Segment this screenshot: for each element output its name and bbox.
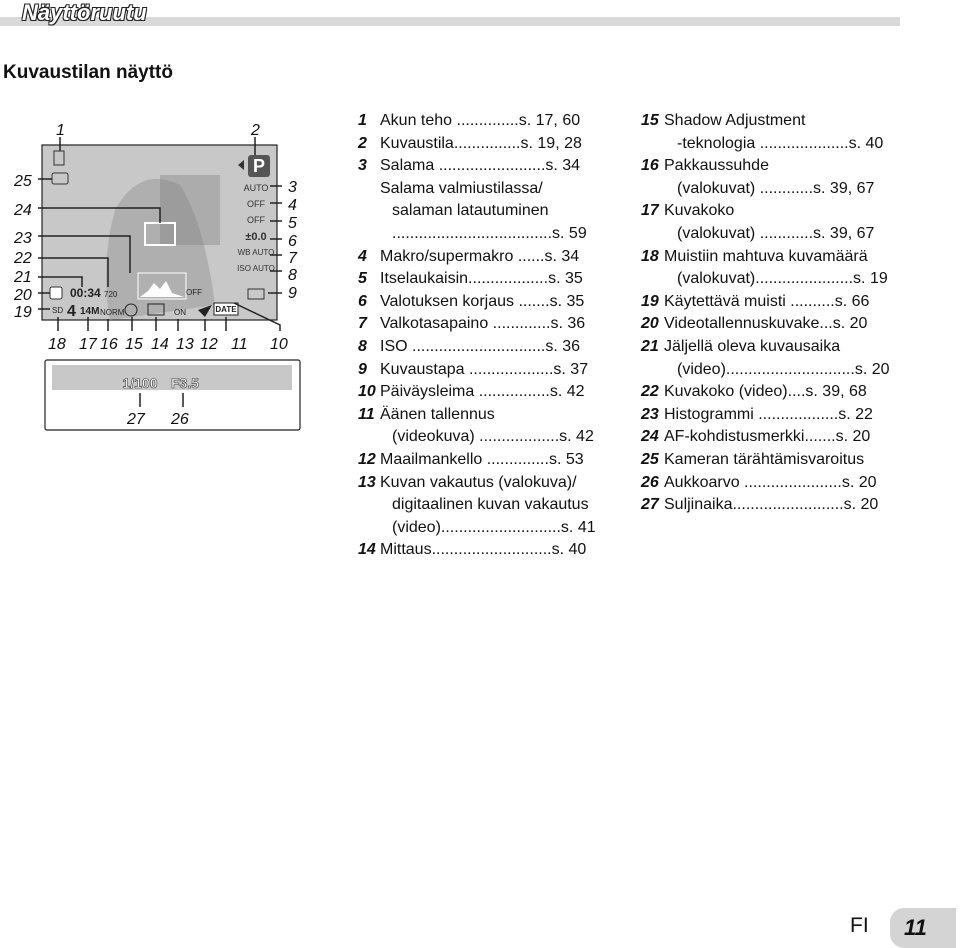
callout-26: 26 — [171, 411, 189, 428]
legend-text: (valokuvat) ............s. 39, 67 — [677, 224, 875, 242]
legend-text: (valokuvat)......................s. 19 — [677, 270, 888, 288]
legend-item — [641, 200, 906, 223]
language-code: FI — [850, 914, 869, 937]
mic-icon: OFF — [186, 288, 202, 297]
legend-item — [358, 359, 623, 382]
legend-item — [358, 155, 623, 178]
legend-item — [358, 246, 623, 269]
subject-hair — [160, 175, 220, 245]
legend-text: Videotallennuskuvake...s. 20 — [664, 315, 868, 333]
camera-screen-diagram — [0, 95, 340, 440]
legend-item — [358, 449, 623, 472]
video-size-icon: 720 — [104, 290, 118, 299]
legend-text: Histogrammi ..................s. 22 — [664, 405, 873, 423]
legend-number: 3 — [358, 157, 367, 175]
legend-text: Kuvakoko (video)....s. 39, 68 — [664, 383, 867, 401]
date-stamp-icon: DATE — [215, 305, 237, 314]
legend-number: 12 — [358, 450, 376, 468]
legend-item — [358, 494, 623, 517]
legend-item — [358, 200, 623, 223]
legend-text: Kameran tärähtämisvaroitus — [664, 450, 865, 468]
image-size-icon: 14M — [80, 306, 100, 317]
legend-item — [358, 291, 623, 314]
callout-22: 22 — [14, 250, 32, 267]
legend-item — [358, 336, 623, 359]
callout-1: 1 — [56, 122, 65, 139]
legend-text: Muistiin mahtuva kuvamäärä — [664, 247, 868, 265]
legend-text: Valotuksen korjaus .......s. 35 — [380, 292, 585, 310]
compression-icon: NORM — [100, 308, 125, 317]
shutter-speed: 1/100 — [122, 375, 158, 391]
legend-text: digitaalinen kuvan vakautus — [392, 496, 589, 514]
callout-9: 9 — [288, 285, 297, 302]
legend-text: -teknologia ....................s. 40 — [677, 134, 884, 152]
legend-number: 13 — [358, 473, 376, 491]
legend-item — [358, 472, 623, 495]
legend-number: 25 — [641, 450, 659, 468]
legend-item — [641, 291, 906, 314]
legend-item — [641, 246, 906, 269]
legend-number: 26 — [641, 473, 659, 491]
camera-screen-illustration — [0, 95, 340, 440]
legend-item — [641, 155, 906, 178]
video-remaining-time: 00:34 — [70, 286, 101, 300]
legend-item — [641, 472, 906, 495]
legend-item — [641, 110, 906, 133]
aperture-value: F3.5 — [170, 375, 200, 391]
legend-number: 9 — [358, 360, 367, 378]
legend-number: 18 — [641, 247, 659, 265]
iso-icon: ISO AUTO — [237, 264, 275, 273]
legend-item — [641, 404, 906, 427]
legend-item — [641, 426, 906, 449]
legend-item — [358, 313, 623, 336]
selftimer-icon: OFF — [247, 215, 265, 225]
legend-text: ISO ..............................s. 36 — [380, 337, 581, 355]
legend-text: (valokuvat) ............s. 39, 67 — [677, 179, 875, 197]
legend-list-left — [358, 110, 623, 562]
legend-text: Salama ........................s. 34 — [380, 157, 581, 175]
callout-5: 5 — [288, 215, 297, 232]
callout-16: 16 — [100, 336, 118, 353]
callout-7: 7 — [288, 250, 297, 267]
legend-number: 8 — [358, 337, 367, 355]
callout-6: 6 — [288, 233, 297, 250]
legend-item — [641, 313, 906, 336]
memory-icon: SD — [52, 306, 64, 315]
legend-text: Pakkaussuhde — [664, 157, 769, 175]
legend-number: 1 — [358, 112, 367, 129]
legend-list-right — [641, 110, 906, 517]
legend-item — [641, 381, 906, 404]
legend-text: Mittaus...........................s. 40 — [380, 541, 587, 559]
legend-item — [358, 381, 623, 404]
legend-text: Äänen tallennus — [380, 405, 495, 423]
callout-19: 19 — [14, 304, 32, 321]
legend-number: 24 — [641, 428, 659, 446]
shots-remaining: 4 — [67, 303, 76, 320]
legend-number: 21 — [641, 337, 659, 355]
legend-text: AF-kohdistusmerkki.......s. 20 — [664, 428, 871, 446]
legend-item — [641, 268, 906, 291]
legend-text: Käytettävä muisti ..........s. 66 — [664, 292, 870, 310]
callout-4: 4 — [288, 197, 297, 214]
legend-text: (videokuva) ..................s. 42 — [392, 428, 594, 446]
legend-text: Valkotasapaino .............s. 36 — [380, 315, 586, 333]
legend-text: (video).............................s. 20 — [677, 360, 890, 378]
exposure-comp-value: ±0.0 — [245, 231, 267, 243]
legend-number: 2 — [358, 134, 367, 152]
legend-number: 15 — [641, 112, 659, 129]
callout-18: 18 — [48, 336, 66, 353]
stabilizer-icon: ON — [174, 308, 186, 317]
legend-item — [641, 494, 906, 517]
legend-item — [641, 359, 906, 382]
callout-10: 10 — [270, 336, 288, 353]
legend-item — [641, 449, 906, 472]
legend-number: 19 — [641, 292, 659, 310]
legend-number: 11 — [358, 405, 375, 423]
legend-number: 23 — [641, 405, 659, 423]
legend-text: Maailmankello ..............s. 53 — [380, 450, 584, 468]
legend-text: Kuvaustila...............s. 19, 28 — [380, 134, 582, 152]
shooting-mode-text: P — [252, 156, 266, 176]
legend-text: Makro/supermakro ......s. 34 — [380, 247, 580, 265]
legend-text: Suljinaika.........................s. 20 — [664, 496, 879, 514]
legend-number: 4 — [358, 247, 367, 265]
legend-text: Aukkoarvo ......................s. 20 — [664, 473, 877, 491]
chapter-title: Näyttöruutu — [22, 0, 147, 25]
legend-number: 27 — [641, 496, 659, 514]
video-record-icon — [50, 287, 62, 299]
legend-item — [358, 110, 623, 133]
callout-2: 2 — [251, 122, 260, 139]
page-footer — [850, 908, 960, 948]
legend-text: Kuvaustapa ...................s. 37 — [380, 360, 589, 378]
callout-11: 11 — [231, 336, 248, 353]
callout-13: 13 — [176, 336, 194, 353]
legend-text: Jäljellä oleva kuvausaika — [664, 337, 841, 355]
legend-item — [641, 336, 906, 359]
legend-text: Salama valmiustilassa/ — [380, 179, 543, 197]
legend-text: Shadow Adjustment — [664, 112, 806, 129]
legend-number: 17 — [641, 202, 659, 220]
legend-text: (video)...........................s. 41 — [392, 518, 596, 536]
legend-number: 5 — [358, 270, 367, 288]
callout-3: 3 — [288, 179, 297, 196]
callout-14: 14 — [151, 336, 169, 353]
callout-17: 17 — [79, 336, 97, 353]
callout-21: 21 — [14, 269, 32, 286]
legend-number: 22 — [641, 383, 659, 401]
legend-number: 20 — [641, 315, 659, 333]
legend-text: salaman latautuminen — [392, 202, 549, 220]
legend-item — [358, 223, 623, 246]
section-title: Kuvaustilan näyttö — [3, 62, 173, 83]
chapter-header — [0, 0, 900, 26]
legend-text: Kuvan vakautus (valokuva)/ — [380, 473, 577, 491]
legend-item — [358, 133, 623, 156]
wb-icon: WB AUTO — [237, 248, 275, 257]
legend-text: Päiväysleima ................s. 42 — [380, 383, 585, 401]
legend-item — [358, 268, 623, 291]
legend-item — [358, 178, 623, 201]
legend-text: Itselaukaisin..................s. 35 — [380, 270, 583, 288]
macro-icon: OFF — [247, 199, 265, 209]
legend-text: ....................................s. 59 — [392, 224, 587, 242]
legend-item — [358, 404, 623, 427]
callout-15: 15 — [125, 336, 143, 353]
legend-number: 7 — [358, 315, 367, 333]
callout-27: 27 — [127, 411, 145, 428]
legend-item — [641, 178, 906, 201]
legend-item — [358, 539, 623, 562]
callout-23: 23 — [14, 230, 32, 247]
legend-item — [641, 223, 906, 246]
legend-item — [641, 133, 906, 156]
callout-8: 8 — [288, 267, 297, 284]
legend-number: 6 — [358, 292, 367, 310]
legend-item — [358, 517, 623, 540]
callout-24: 24 — [14, 202, 32, 219]
page-number: 11 — [890, 908, 956, 948]
legend-text: Akun teho ..............s. 17, 60 — [380, 112, 581, 129]
legend-text: Kuvakoko — [664, 202, 735, 220]
callout-25: 25 — [14, 173, 32, 190]
callout-12: 12 — [200, 336, 218, 353]
legend-item — [358, 426, 623, 449]
legend-number: 10 — [358, 383, 376, 401]
legend-number: 16 — [641, 157, 659, 175]
legend-number: 14 — [358, 541, 376, 559]
callout-20: 20 — [14, 287, 32, 304]
flash-icon: AUTO — [243, 183, 269, 193]
